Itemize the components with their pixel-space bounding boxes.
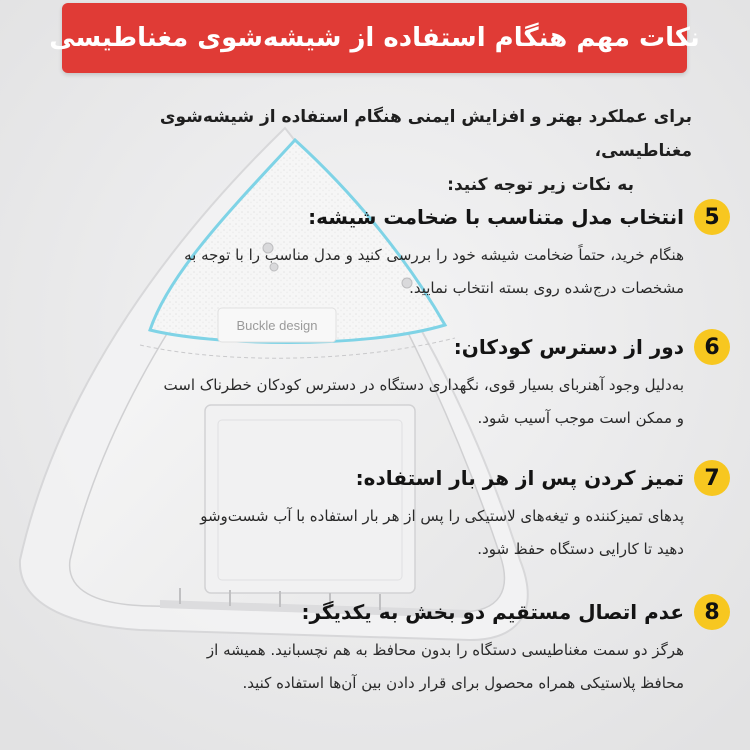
tip-line: به‌دلیل وجود آهنربای بسیار قوی، نگهداری دستگاه در دسترس کودکان خطرناک است [163, 376, 684, 394]
intro-line: برای عملکرد بهتر و افزایش ایمنی هنگام استفاده از شیشه‌شوی مغناطیسی، [159, 107, 692, 161]
tip-description [50, 634, 684, 700]
number-badge: 7 [694, 460, 730, 496]
number-badge: 8 [694, 594, 730, 630]
buckle-design-label: Buckle design [236, 318, 318, 333]
tip-line: مشخصات درج‌شده روی بسته انتخاب نمایید. [409, 279, 684, 297]
intro-line: به نکات زیر توجه کنید: [447, 175, 634, 195]
tip-title: انتخاب مدل متناسب با ضخامت شیشه: [308, 205, 684, 229]
tip-item-no-direct-contact [50, 592, 730, 700]
tip-item-cleaning [50, 458, 730, 566]
title-banner [49, 3, 700, 73]
tip-line: پدهای تمیزکننده و تیغه‌های لاستیکی را پس از هر بار استفاده با آب شست‌وشو [200, 507, 684, 525]
tip-description [50, 369, 684, 435]
tip-line: هنگام خرید، حتماً ضخامت شیشه خود را بررسی کنید و مدل مناسب را با توجه به [184, 246, 684, 264]
tip-line: و ممکن است موجب آسیب شود. [477, 409, 684, 427]
tip-item-thickness [50, 197, 730, 305]
tip-title: تمیز کردن پس از هر بار استفاده: [355, 466, 684, 490]
page-title: نکات مهم هنگام استفاده از شیشه‌شوی مغناطیسی [49, 23, 700, 53]
tip-line: هرگز دو سمت مغناطیسی دستگاه را بدون محافظ به هم نچسبانید. همیشه از [206, 641, 684, 659]
number-badge: 6 [694, 329, 730, 365]
tip-line: محافظ پلاستیکی همراه محصول برای قرار دادن بین آن‌ها استفاده کنید. [242, 674, 684, 692]
tip-title: عدم اتصال مستقیم دو بخش به یکدیگر: [301, 600, 684, 624]
tip-item-children [50, 327, 730, 435]
tip-description [50, 239, 684, 305]
number-badge: 5 [694, 199, 730, 235]
tip-description [50, 500, 684, 566]
tip-title: دور از دسترس کودکان: [453, 335, 684, 359]
tip-line: دهید تا کارایی دستگاه حفظ شود. [477, 540, 684, 558]
intro-paragraph [92, 100, 692, 202]
